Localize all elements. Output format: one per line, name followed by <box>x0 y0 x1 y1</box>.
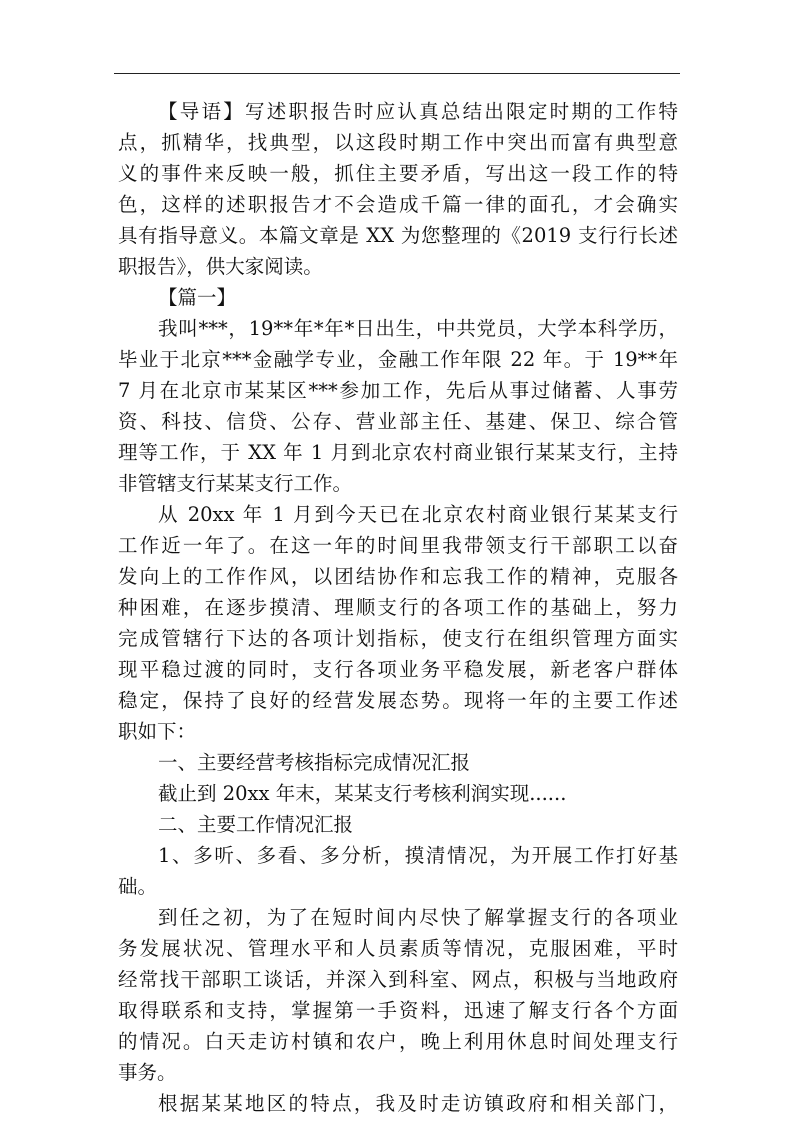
text-line: 现平稳过渡的同时，支行各项业务平稳发展，新老客户群体 <box>118 658 678 681</box>
text-line: 具有指导意义。本篇文章是 XX 为您整理的《2019 支行行长述 <box>118 224 678 247</box>
text-line: 稳定，保持了良好的经营发展态势。现将一年的主要工作述 <box>118 689 678 712</box>
text-line: 非管辖支行某某支行工作。 <box>118 472 353 495</box>
text-line: 我叫***，19**年*年*日出生，中共党员，大学本科学历， <box>158 317 678 340</box>
text-line: 7 月在北京市某某区***参加工作，先后从事过储蓄、人事劳 <box>118 379 678 402</box>
text-line: 截止到 20xx 年末，某某支行考核利润实现...... <box>158 782 567 805</box>
text-line: 到任之初，为了在短时间内尽快了解掌握支行的各项业 <box>158 906 678 929</box>
text-line: 【篇一】 <box>158 286 237 309</box>
text-line: 资、科技、信贷、公存、营业部主任、基建、保卫、综合管 <box>118 410 678 433</box>
text-line: 从 20xx 年 1 月到今天已在北京农村商业银行某某支行 <box>158 503 678 526</box>
text-line: 础。 <box>118 875 158 898</box>
text-line: 1、多听、多看、多分析，摸清情况，为开展工作打好基 <box>158 844 678 867</box>
text-line: 职如下： <box>118 720 197 743</box>
text-line: 一、主要经营考核指标完成情况汇报 <box>158 751 471 774</box>
text-line: 事务。 <box>118 1061 177 1084</box>
text-line: 义的事件来反映一般，抓住主要矛盾，写出这一段工作的特 <box>118 162 678 185</box>
text-line: 点，抓精华，找典型，以这段时期工作中突出而富有典型意 <box>118 131 678 154</box>
text-line: 经常找干部职工谈话，并深入到科室、网点，积极与当地政府 <box>118 968 678 991</box>
text-line: 【导语】写述职报告时应认真总结出限定时期的工作特 <box>158 100 678 123</box>
text-line: 职报告》，供大家阅读。 <box>118 255 323 278</box>
text-line: 二、主要工作情况汇报 <box>158 813 354 836</box>
text-line: 务发展状况、管理水平和人员素质等情况，克服困难，平时 <box>118 937 678 960</box>
text-line: 完成管辖行下达的各项计划指标，使支行在组织管理方面实 <box>118 627 678 650</box>
text-line: 的情况。白天走访村镇和农户，晚上利用休息时间处理支行 <box>118 1030 678 1053</box>
header-rule <box>114 73 680 74</box>
text-line: 发向上的工作作风，以团结协作和忘我工作的精神，克服各 <box>118 565 678 588</box>
text-line: 种困难，在逐步摸清、理顺支行的各项工作的基础上，努力 <box>118 596 678 619</box>
document-body <box>118 96 678 1119</box>
text-line: 根据某某地区的特点，我及时走访镇政府和相关部门， <box>158 1092 678 1115</box>
text-line: 毕业于北京***金融学专业，金融工作年限 22 年。于 19**年 <box>118 348 678 371</box>
text-line: 理等工作，于 XX 年 1 月到北京农村商业银行某某支行，主持 <box>118 441 678 464</box>
text-line: 工作近一年了。在这一年的时间里我带领支行干部职工以奋 <box>118 534 678 557</box>
text-line: 取得联系和支持，掌握第一手资料，迅速了解支行各个方面 <box>118 999 678 1022</box>
text-line: 色，这样的述职报告才不会造成千篇一律的面孔，才会确实 <box>118 193 678 216</box>
